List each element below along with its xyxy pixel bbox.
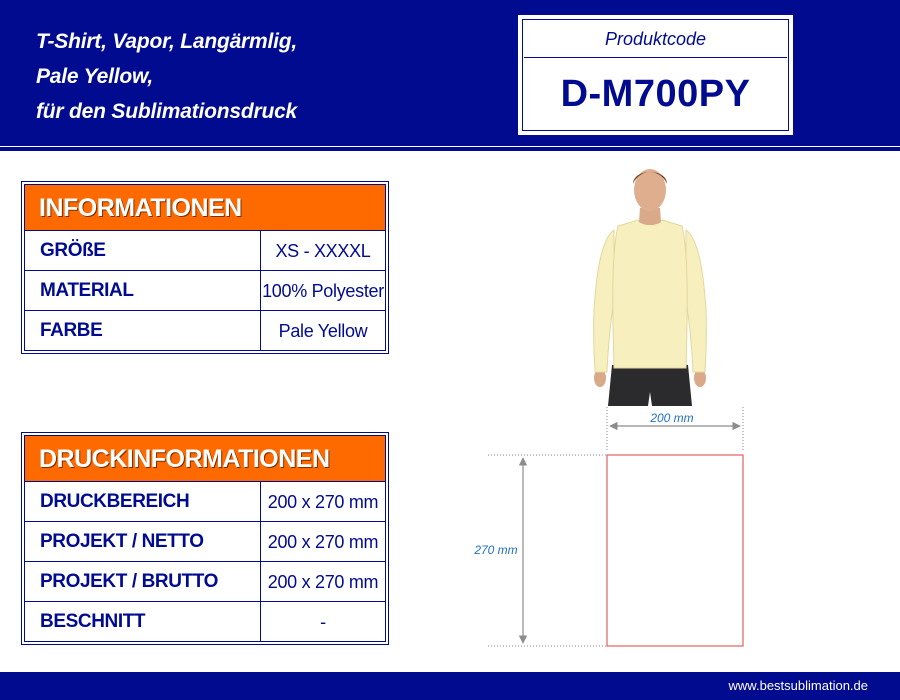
table-row bbox=[24, 602, 386, 642]
row-value: XS - XXXXL bbox=[275, 241, 371, 261]
row-key: FARBE bbox=[25, 311, 261, 350]
info-table-heading: INFORMATIONEN bbox=[24, 184, 386, 231]
row-key: BESCHNITT bbox=[25, 602, 261, 641]
table-row bbox=[24, 231, 386, 271]
table-row bbox=[24, 562, 386, 602]
product-photo bbox=[590, 160, 710, 408]
table-row bbox=[24, 271, 386, 311]
header-divider-light bbox=[0, 146, 900, 147]
print-info-table-heading: DRUCKINFORMATIONEN bbox=[24, 435, 386, 482]
right-sleeve-icon bbox=[686, 230, 706, 372]
table-row bbox=[24, 522, 386, 562]
product-code-value: D-M700PY bbox=[560, 73, 751, 115]
height-label: 270 mm bbox=[474, 543, 518, 557]
product-title-line-3: für den Sublimationsdruck bbox=[36, 100, 298, 123]
width-label: 200 mm bbox=[650, 411, 694, 425]
product-title bbox=[36, 24, 476, 129]
row-key: DRUCKBEREICH bbox=[25, 482, 261, 521]
table-row bbox=[24, 482, 386, 522]
print-area-diagram bbox=[470, 405, 770, 665]
product-code-box bbox=[518, 15, 793, 135]
row-value: - bbox=[320, 612, 326, 632]
row-value: 100% Polyester bbox=[262, 281, 384, 301]
row-key: PROJEKT / NETTO bbox=[25, 522, 261, 561]
product-code-label: Produktcode bbox=[524, 21, 787, 58]
product-title-line-1: T-Shirt, Vapor, Langärmlig, bbox=[36, 30, 298, 53]
product-title-line-2: Pale Yellow, bbox=[36, 65, 154, 88]
header-banner bbox=[0, 0, 900, 149]
row-value: 200 x 270 mm bbox=[267, 492, 379, 512]
row-value: 200 x 270 mm bbox=[267, 572, 379, 592]
print-info-table-frame bbox=[22, 433, 388, 644]
header-divider bbox=[0, 149, 900, 151]
footer-bar bbox=[0, 672, 900, 700]
row-key: PROJEKT / BRUTTO bbox=[25, 562, 261, 601]
left-sleeve-icon bbox=[594, 230, 614, 372]
row-key: MATERIAL bbox=[25, 271, 261, 310]
footer-website-link[interactable]: www.bestsublimation.de bbox=[728, 678, 868, 693]
row-value: 200 x 270 mm bbox=[267, 532, 379, 552]
info-table bbox=[21, 181, 389, 354]
print-info-table bbox=[21, 432, 389, 645]
table-row bbox=[24, 311, 386, 351]
info-table-frame bbox=[22, 182, 388, 353]
row-key: GRÖßE bbox=[25, 231, 261, 270]
row-value: Pale Yellow bbox=[278, 321, 368, 341]
shirt-icon bbox=[613, 220, 687, 368]
print-area-rectangle bbox=[607, 455, 743, 646]
